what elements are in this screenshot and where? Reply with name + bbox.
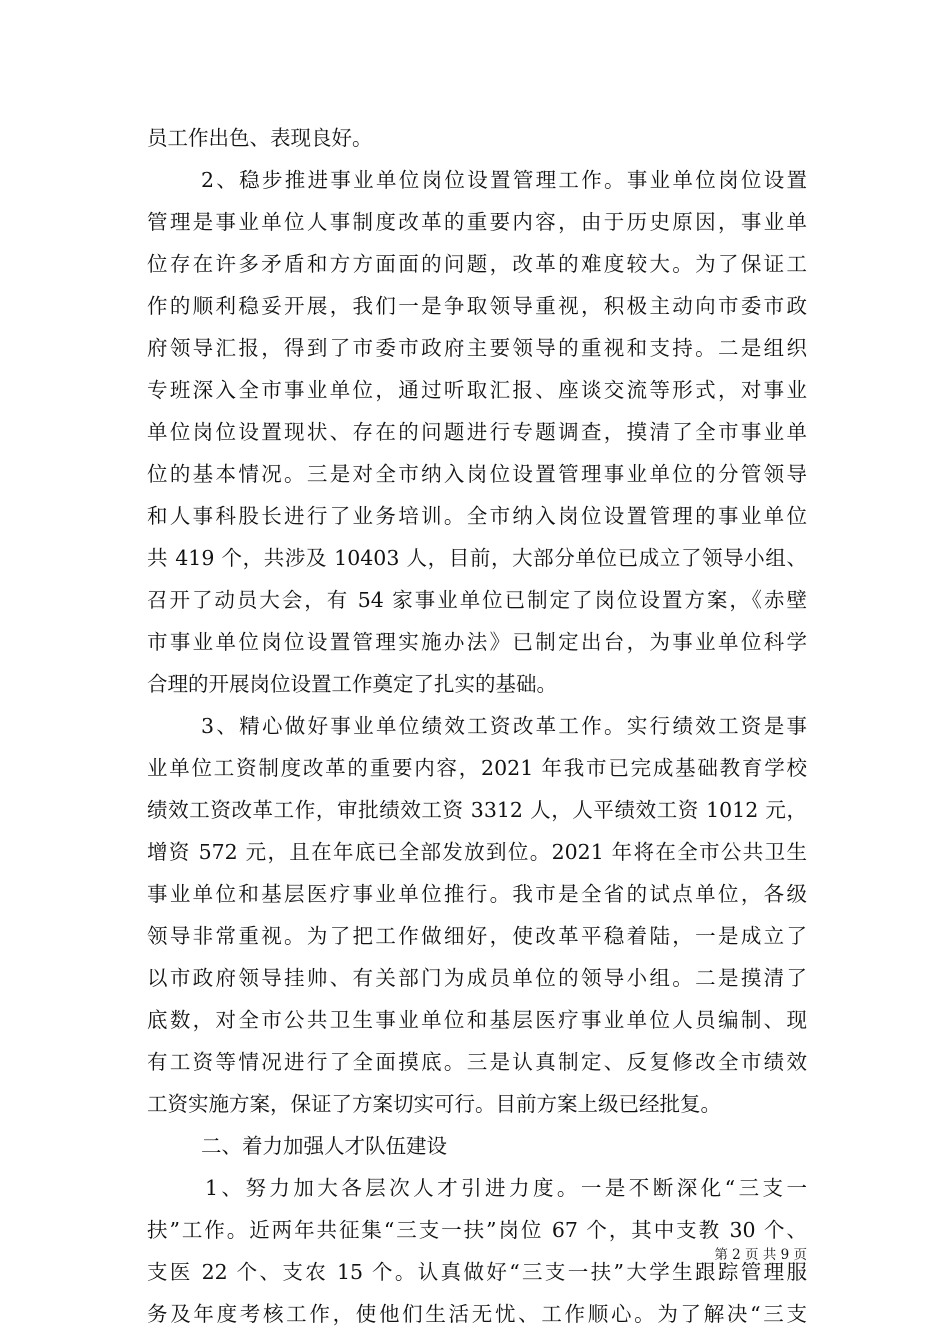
text-line: 单位岗位设置现状、存在的问题进行专题调查，摸清了全市事业单 bbox=[147, 420, 807, 444]
text-line: 支医 22 个、支农 15 个。认真做好“三支一扶”大学生跟踪管理服 bbox=[147, 1260, 807, 1284]
text-line: 工资实施方案，保证了方案切实可行。目前方案上级已经批复。 bbox=[147, 1092, 721, 1116]
text-line: 3、精心做好事业单位绩效工资改革工作。实行绩效工资是事 bbox=[201, 714, 807, 738]
text-line: 合理的开展岗位设置工作奠定了扎实的基础。 bbox=[147, 672, 557, 696]
text-line: 市事业单位岗位设置管理实施办法》已制定出台，为事业单位科学 bbox=[147, 630, 807, 654]
text-line: 增资 572 元，且在年底已全部发放到位。2021 年将在全市公共卫生 bbox=[147, 840, 807, 864]
text-line: 1、努力加大各层次人才引进力度。一是不断深化“三支一 bbox=[205, 1176, 807, 1200]
text-line: 有工资等情况进行了全面摸底。三是认真制定、反复修改全市绩效 bbox=[147, 1050, 807, 1074]
text-line: 二、着力加强人才队伍建设 bbox=[201, 1134, 447, 1158]
text-line: 府领导汇报，得到了市委市政府主要领导的重视和支持。二是组织 bbox=[147, 336, 807, 360]
text-line: 专班深入全市事业单位，通过听取汇报、座谈交流等形式，对事业 bbox=[147, 378, 807, 402]
page-number: 第 2 页 共 9 页 bbox=[714, 1247, 807, 1263]
text-line: 业单位工资制度改革的重要内容，2021 年我市已完成基础教育学校 bbox=[147, 756, 807, 780]
text-line: 和人事科股长进行了业务培训。全市纳入岗位设置管理的事业单位 bbox=[147, 504, 807, 528]
text-line: 事业单位和基层医疗事业单位推行。我市是全省的试点单位，各级 bbox=[147, 882, 807, 906]
text-line: 管理是事业单位人事制度改革的重要内容，由于历史原因，事业单 bbox=[147, 210, 807, 234]
text-line: 以市政府领导挂帅、有关部门为成员单位的领导小组。二是摸清了 bbox=[147, 966, 807, 990]
text-line: 扶”工作。近两年共征集“三支一扶”岗位 67 个，其中支教 30 个、 bbox=[147, 1218, 807, 1242]
text-line: 位存在许多矛盾和方方面面的问题，改革的难度较大。为了保证工 bbox=[147, 252, 807, 276]
text-line: 共 419 个，共涉及 10403 人，目前，大部分单位已成立了领导小组、 bbox=[147, 546, 807, 570]
text-line: 召开了动员大会，有 54 家事业单位已制定了岗位设置方案，《赤壁 bbox=[147, 588, 807, 612]
document-body bbox=[147, 117, 807, 1335]
text-line: 领导非常重视。为了把工作做细好，使改革平稳着陆，一是成立了 bbox=[147, 924, 807, 948]
text-line: 2、稳步推进事业单位岗位设置管理工作。事业单位岗位设置 bbox=[201, 168, 807, 192]
text-line: 员工作出色、表现良好。 bbox=[147, 126, 373, 150]
text-line: 作的顺利稳妥开展，我们一是争取领导重视，积极主动向市委市政 bbox=[147, 294, 807, 318]
text-line: 务及年度考核工作，使他们生活无忧、工作顺心。为了解决“三支 bbox=[147, 1302, 807, 1326]
text-line: 底数，对全市公共卫生事业单位和基层医疗事业单位人员编制、现 bbox=[147, 1008, 807, 1032]
text-line: 位的基本情况。三是对全市纳入岗位设置管理事业单位的分管领导 bbox=[147, 462, 807, 486]
text-line: 绩效工资改革工作，审批绩效工资 3312 人，人平绩效工资 1012 元， bbox=[147, 798, 807, 822]
